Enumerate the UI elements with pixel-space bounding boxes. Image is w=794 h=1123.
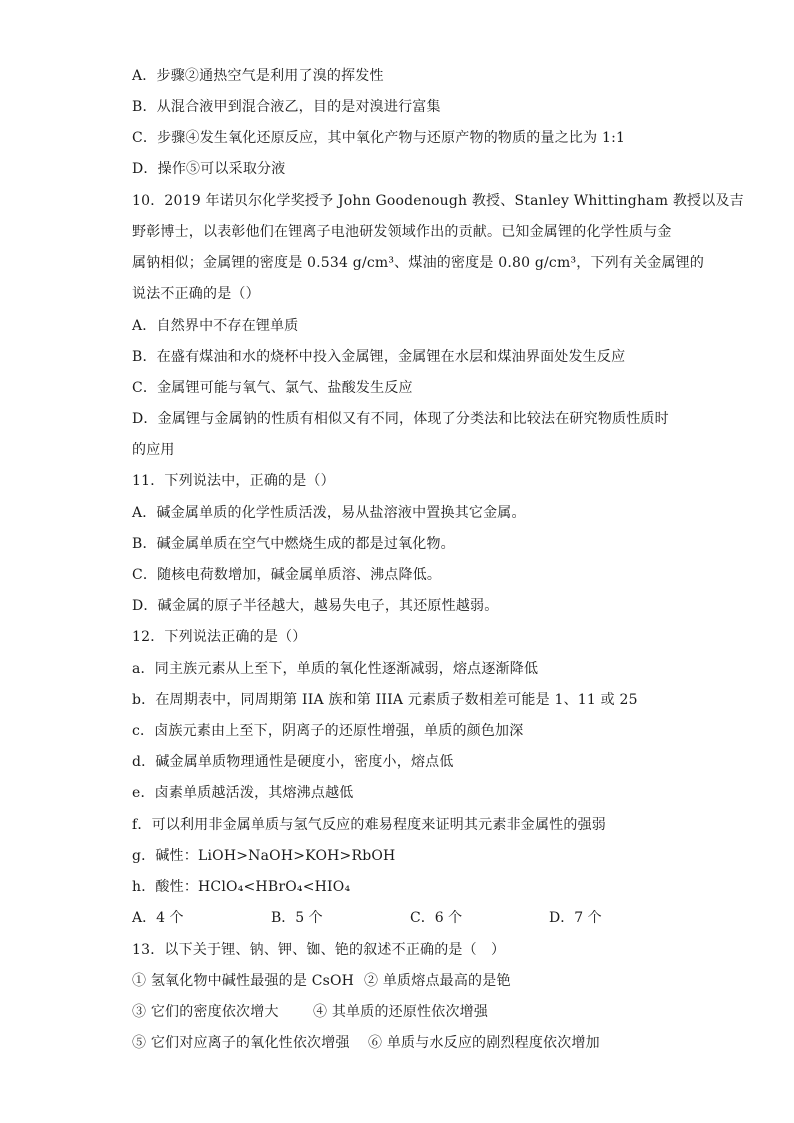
q12-stem: 12．下列说法正确的是（） <box>132 629 307 645</box>
q9-option-c: C．步骤④发生氧化还原反应，其中氧化产物与还原产物的物质的量之比为 1:1 <box>132 130 626 146</box>
q10-stem-line-1: 10．2019 年诺贝尔化学奖授予 John Goodenough 教授、Stanley Whittingham 教授以及吉 <box>132 193 744 209</box>
q10-option-b: B．在盛有煤油和水的烧杯中投入金属锂，金属锂在水层和煤油界面处发生反应 <box>132 349 626 365</box>
q13-item-6: ⑥ 单质与水反应的剧烈程度依次增加 <box>368 1035 600 1051</box>
q9-option-a: A．步骤②通热空气是利用了溴的挥发性 <box>132 68 384 84</box>
q10-stem-line-3: 属钠相似；金属锂的密度是 0.534 g/cm³、煤油的密度是 0.80 g/cm³，下列有关金属锂的 <box>132 255 705 271</box>
q11-option-b: B．碱金属单质在空气中燃烧生成的都是过氧化物。 <box>132 536 455 552</box>
q12-statement-c: c．卤族元素由上至下，阴离子的还原性增强，单质的颜色加深 <box>132 723 524 739</box>
q13-items-row-2 <box>132 1002 672 1022</box>
q12-option-d: D．7 个 <box>549 910 602 926</box>
q11-option-c: C．随核电荷数增加，碱金属单质溶、沸点降低。 <box>132 567 442 583</box>
q12-statement-a: a．同主族元素从上至下，单质的氧化性逐渐减弱，熔点逐渐降低 <box>132 661 539 677</box>
q11-stem: 11．下列说法中，正确的是（） <box>132 473 335 489</box>
q13-item-5: ⑤ 它们对应离子的氧化性依次增强 <box>132 1035 350 1051</box>
q13-items-row-1 <box>132 971 672 991</box>
q12-option-a: A．4 个 <box>132 910 184 926</box>
q12-option-c: C．6 个 <box>410 910 463 926</box>
q9-option-d: D．操作⑤可以采取分液 <box>132 161 286 177</box>
q12-statement-e: e．卤素单质越活泼，其熔沸点越低 <box>132 785 354 801</box>
q10-stem-line-2: 野彰博士，以表彰他们在锂离子电池研发领域作出的贡献。已知金属锂的化学性质与金 <box>132 224 672 240</box>
q12-option-b: B．5 个 <box>271 910 323 926</box>
q13-item-2: ② 单质熔点最高的是铯 <box>364 973 511 989</box>
q10-stem-line-4: 说法不正确的是（） <box>132 286 260 302</box>
q9-option-b: B．从混合液甲到混合液乙，目的是对溴进行富集 <box>132 99 441 115</box>
q12-statement-h: h．酸性：HClO₄<HBrO₄<HIO₄ <box>132 879 351 895</box>
q13-item-3: ③ 它们的密度依次增大 <box>132 1004 279 1020</box>
q11-option-a: A．碱金属单质的化学性质活泼，易从盐溶液中置换其它金属。 <box>132 505 526 521</box>
q11-option-d: D．碱金属的原子半径越大，越易失电子，其还原性越弱。 <box>132 598 499 614</box>
q12-statement-b: b．在周期表中，同周期第 IIA 族和第 IIIA 元素质子数相差可能是 1、11 或 25 <box>132 692 638 708</box>
q13-stem: 13．以下关于锂、钠、钾、铷、铯的叙述不正确的是（ ） <box>132 942 506 958</box>
q12-statement-f: f．可以利用非金属单质与氢气反应的难易程度来证明其元素非金属性的强弱 <box>132 817 606 833</box>
q12-options-row <box>132 908 672 928</box>
q10-option-c: C．金属锂可能与氧气、氯气、盐酸发生反应 <box>132 380 413 396</box>
q10-option-d-line-1: D．金属锂与金属钠的性质有相似又有不同，体现了分类法和比较法在研究物质性质时 <box>132 411 669 427</box>
q10-option-d-line-2: 的应用 <box>132 442 175 458</box>
q13-item-1: ① 氢氧化物中碱性最强的是 CsOH <box>132 973 355 989</box>
q10-option-a: A．自然界中不存在锂单质 <box>132 318 299 334</box>
q13-item-4: ④ 其单质的还原性依次增强 <box>313 1004 489 1020</box>
q12-statement-d: d．碱金属单质物理通性是硬度小，密度小，熔点低 <box>132 754 454 770</box>
q13-items-row-3 <box>132 1033 672 1053</box>
q12-statement-g: g．碱性：LiOH>NaOH>KOH>RbOH <box>132 848 396 864</box>
